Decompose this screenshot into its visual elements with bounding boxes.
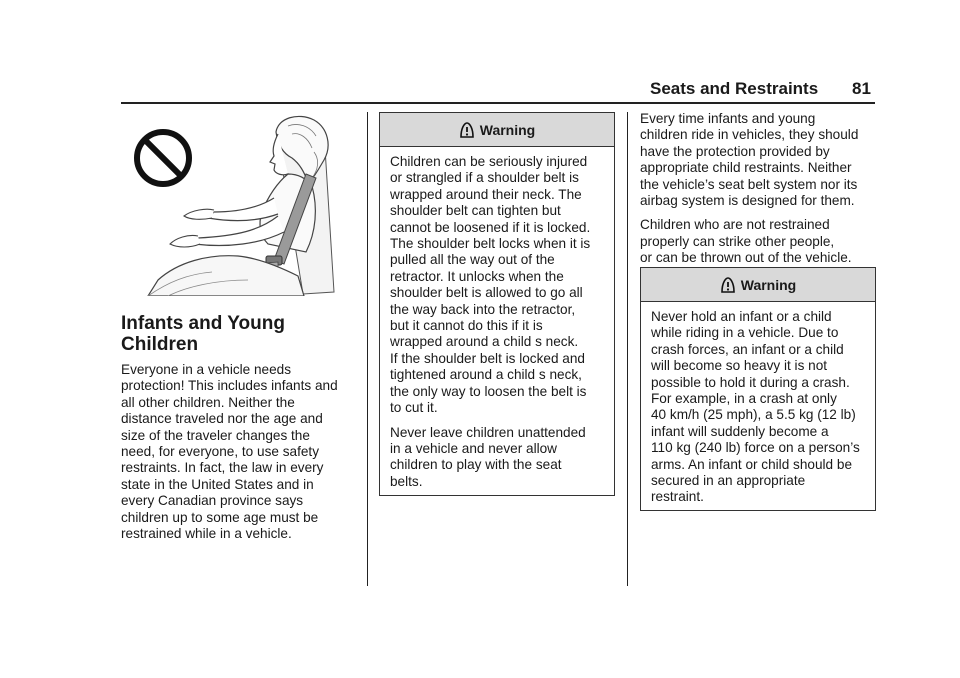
warning-icon — [459, 121, 475, 139]
warning-body — [380, 147, 614, 490]
body-paragraph: Every time infants and young children ride in vehicles, they should have the protection provided by appropriate child restraints. Neither the vehicle’s seat belt system nor its airbag system is designed for them. — [640, 111, 859, 209]
warning-label: Warning — [479, 121, 536, 138]
child-restraint-text — [640, 111, 880, 275]
child-on-lap-illustration — [128, 112, 338, 296]
column-divider-left — [367, 112, 368, 586]
header-divider — [121, 102, 875, 104]
warning-paragraph: Never leave children unattended in a vehicle and never allow children to play with the seat belts. — [390, 424, 586, 489]
body-paragraph: Children who are not restrained properly can strike other people, or can be thrown out of the vehicle. — [640, 217, 852, 266]
warning-paragraph: Never hold an infant or a child while riding in a vehicle. Due to crash forces, an infant or a child will become so heavy it is not possible to hold it during a crash. For example, in a crash at only 40 km/h (25 mph), a 5.5 kg (12 lb) infant will suddenly become a 110 kg (240 lb) force on a person’s arms. An infant or child should be secured in an appropriate restraint. — [651, 309, 860, 505]
warning-label: Warning — [740, 276, 797, 293]
intro-paragraph: Everyone in a vehicle needs protection! This includes infants and all other children. Neither the distance traveled nor the age and size of the traveler changes the need, for everyone, to use safety restraints. In fact, the law in every state in the United States and in every Canadian province says children up to some age must be restrained while in a vehicle. — [121, 362, 338, 542]
warning-header — [380, 113, 614, 147]
page-number: 81 — [852, 79, 871, 98]
prohibition-icon — [137, 132, 189, 184]
intro-text — [121, 362, 361, 542]
section-heading: Infants and Young Children — [121, 313, 285, 355]
column-divider-right — [627, 112, 628, 586]
section-title: Seats and Restraints — [650, 79, 819, 98]
warning-body — [641, 302, 875, 506]
warning-paragraph: Children can be seriously injured or strangled if a shoulder belt is wrapped around their neck. The shoulder belt can tighten but cannot be loosened if it is locked. The shoulder belt locks when it is pulled all the way out of the retractor. It unlocks when the shoulder belt is allowed to go all the way back into the retractor, but it cannot do this if it is wrapped around a child s neck. If the shoulder belt is locked and tightened around a child s neck, the only way to loosen the belt is to cut it. — [390, 154, 591, 416]
warning-icon — [720, 276, 736, 294]
warning-box-holding-infant — [640, 267, 876, 511]
warning-header — [641, 268, 875, 302]
warning-box-neck-strangle — [379, 112, 615, 496]
